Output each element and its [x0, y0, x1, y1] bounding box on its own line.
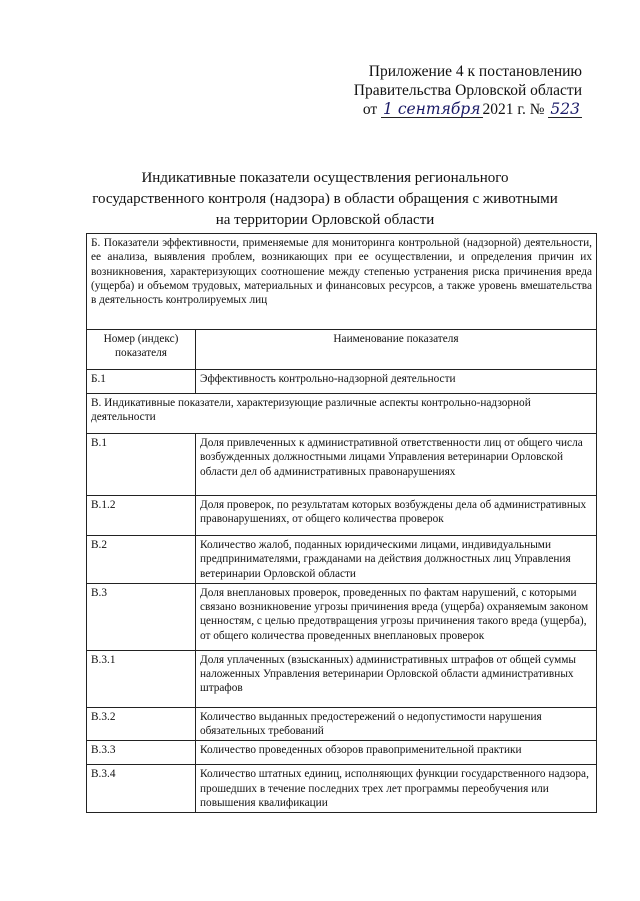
section-v-text: В. Индикативные показатели, характеризующие различные аспекты контрольно-надзорной деятельности — [87, 394, 597, 434]
row-name: Количество проведенных обзоров правоприменительной практики — [196, 741, 597, 765]
row-name: Доля проверок, по результатам которых возбуждены дела об административных правонарушениях, от общего количества проверок — [196, 496, 597, 536]
table-row — [87, 707, 597, 741]
row-name: Количество штатных единиц, исполняющих функции государственного надзора, прошедших в течение последних трех лет программы переобучения или повышения квалификации — [196, 765, 597, 813]
row-index: В.3.3 — [87, 741, 196, 765]
header-name: Наименование показателя — [196, 330, 597, 370]
appendix-header — [354, 62, 582, 119]
table-row — [87, 650, 597, 707]
table-row — [87, 765, 597, 813]
table-row — [87, 434, 597, 496]
row-name: Количество жалоб, поданных юридическими лицами, индивидуальными предпринимателями, гражданами на действия должностных лиц Управления ветеринарии Орловской области — [196, 536, 597, 584]
appendix-line-2: Правительства Орловской области — [353, 82, 582, 99]
row-index: В.1.2 — [87, 496, 196, 536]
row-index: В.3.2 — [87, 707, 196, 741]
table-row — [87, 370, 597, 394]
row-name: Количество выданных предостережений о недопустимости нарушения обязательных требований — [196, 707, 597, 741]
appendix-year: 2021 г. № — [482, 101, 545, 118]
table-header-row — [87, 330, 597, 370]
indicators-table — [86, 233, 597, 813]
section-v-row — [87, 394, 597, 434]
row-name: Доля уплаченных (взысканных) административных штрафов от общей суммы наложенных Управления ветеринарии Орловской области административных штрафов — [196, 650, 597, 707]
row-index: Б.1 — [87, 370, 196, 394]
row-name: Доля внеплановых проверок, проведенных по фактам нарушений, с которыми связано возникновение угрозы причинения вреда (ущерба) охраняемым законом ценностям, с целью предотвращения угрозы причинения такого вреда (ущерба), от общего количества проведенных внеплановых проверок — [196, 583, 597, 650]
table-row — [87, 496, 597, 536]
table-row — [87, 741, 597, 765]
appendix-line-3 — [354, 100, 582, 119]
header-index: Номер (индекс) показателя — [87, 330, 196, 370]
row-index: В.2 — [87, 536, 196, 584]
row-index: В.3.4 — [87, 765, 196, 813]
table-row — [87, 536, 597, 584]
row-index: В.3 — [87, 583, 196, 650]
document-title: Индикативные показатели осуществления регионального государственного контроля (надзора) в области обращения с животными на территории Орловской области — [92, 170, 558, 228]
table-row — [87, 583, 597, 650]
row-name: Эффективность контрольно-надзорной деятельности — [196, 370, 597, 394]
section-b-text: Б. Показатели эффективности, применяемые для мониторинга контрольной (надзорной) деятельности, ее анализа, выявления проблем, возникающих при ее осуществлении, и определения причин их возникновения, характеризующих соотношение между степенью устранения риска причинения вреда (ущерба) и объемом трудовых, материальных и финансовых ресурсов, а также уровень вмешательства в деятельность контролируемых лиц — [87, 234, 597, 330]
handwritten-date: 1 сентября — [383, 100, 481, 118]
section-b-row — [87, 234, 597, 330]
row-index: В.1 — [87, 434, 196, 496]
row-name: Доля привлеченных к административной ответственности лиц от общего числа возбужденных должностными лицами Управления ветеринарии Орловской области дел об административных правонарушениях — [196, 434, 597, 496]
appendix-from: от — [362, 101, 378, 118]
appendix-line-1: Приложение 4 к постановлению — [368, 63, 582, 80]
handwritten-number: 523 — [550, 100, 580, 118]
row-index: В.3.1 — [87, 650, 196, 707]
